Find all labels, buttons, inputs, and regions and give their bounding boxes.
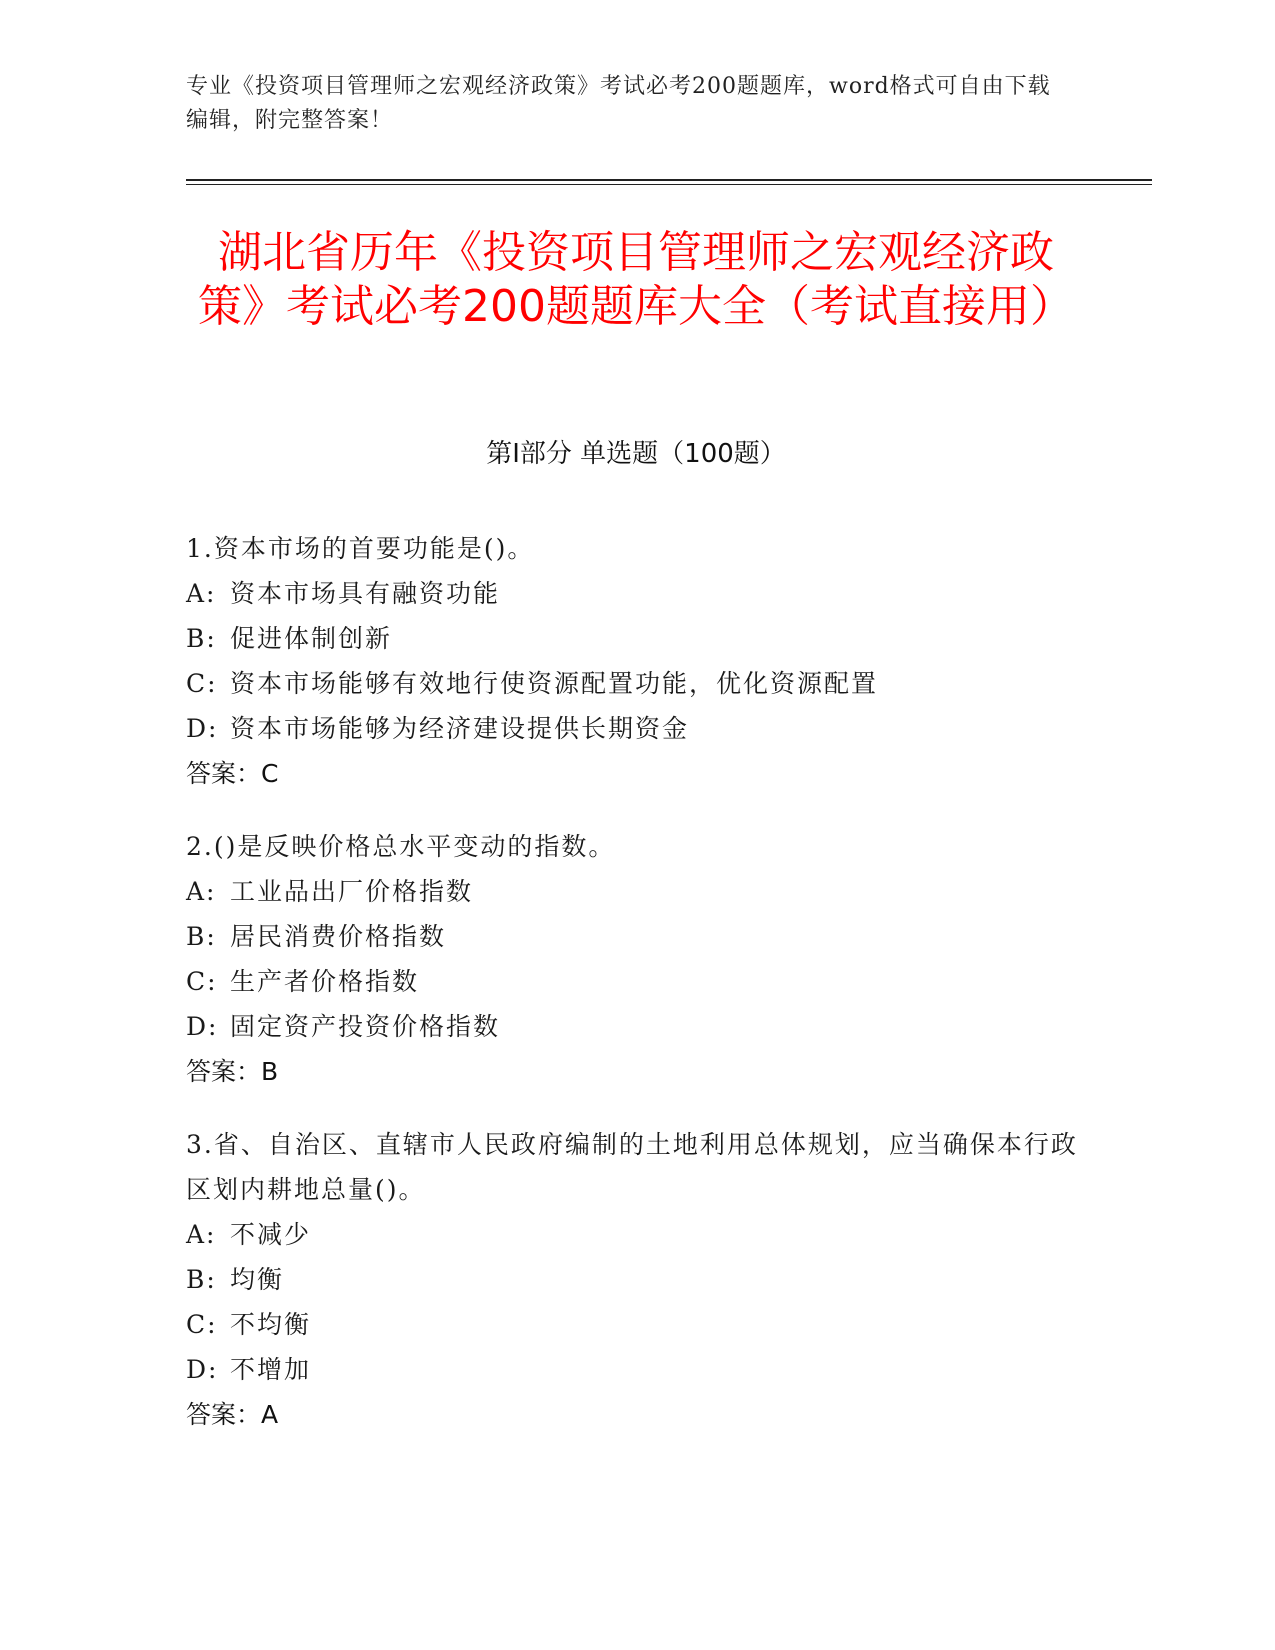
option-c xyxy=(186,1302,1086,1347)
option-key: B: xyxy=(186,922,217,951)
option-d xyxy=(186,1347,1086,1392)
option-text: 不增加 xyxy=(230,1355,312,1384)
option-b xyxy=(186,914,1086,959)
option-a xyxy=(186,869,1086,914)
option-text: 资本市场能够为经济建设提供长期资金 xyxy=(230,714,690,743)
section-title: 第I部分 单选题（100题） xyxy=(486,439,786,469)
question-1 xyxy=(186,526,1086,796)
option-c xyxy=(186,661,1086,706)
option-d xyxy=(186,706,1086,751)
option-text: 资本市场具有融资功能 xyxy=(230,579,501,608)
option-b xyxy=(186,616,1086,661)
option-text: 生产者价格指数 xyxy=(230,967,420,996)
answer: 答案：B xyxy=(186,1057,279,1086)
document-title: 湖北省历年《投资项目管理师之宏观经济政策》考试必考200题题库大全（考试直接用） xyxy=(198,227,1074,332)
question-stem: 3.省、自治区、直辖市人民政府编制的土地利用总体规划，应当确保本行政区划内耕地总量()。 xyxy=(186,1130,1078,1204)
option-a xyxy=(186,571,1086,616)
option-text: 均衡 xyxy=(230,1265,285,1294)
option-a xyxy=(186,1212,1086,1257)
option-key: B: xyxy=(186,1265,217,1294)
question-stem: 1.资本市场的首要功能是()。 xyxy=(186,534,535,563)
option-text: 固定资产投资价格指数 xyxy=(230,1012,501,1041)
option-text: 居民消费价格指数 xyxy=(230,922,447,951)
option-key: A: xyxy=(186,579,217,608)
header-rule-thick xyxy=(186,179,1152,181)
option-key: C: xyxy=(186,669,218,698)
option-key: B: xyxy=(186,624,217,653)
option-key: A: xyxy=(186,877,217,906)
option-key: C: xyxy=(186,967,218,996)
option-d xyxy=(186,1004,1086,1049)
header-rule-thin xyxy=(186,184,1152,185)
option-key: D: xyxy=(186,1355,219,1384)
option-text: 工业品出厂价格指数 xyxy=(230,877,474,906)
option-key: D: xyxy=(186,714,219,743)
option-key: C: xyxy=(186,1310,218,1339)
option-key: D: xyxy=(186,1012,219,1041)
answer: 答案：C xyxy=(186,759,279,788)
option-text: 资本市场能够有效地行使资源配置功能，优化资源配置 xyxy=(230,669,879,698)
question-list xyxy=(186,526,1086,1465)
option-b xyxy=(186,1257,1086,1302)
answer: 答案：A xyxy=(186,1400,279,1429)
option-key: A: xyxy=(186,1220,217,1249)
question-2 xyxy=(186,824,1086,1094)
option-text: 不均衡 xyxy=(230,1310,312,1339)
question-3 xyxy=(186,1122,1086,1437)
option-c xyxy=(186,959,1086,1004)
option-text: 不减少 xyxy=(230,1220,312,1249)
header-note: 专业《投资项目管理师之宏观经济政策》考试必考200题题库，word格式可自由下载编辑，附完整答案！ xyxy=(186,74,1051,133)
question-stem: 2.()是反映价格总水平变动的指数。 xyxy=(186,832,616,861)
option-text: 促进体制创新 xyxy=(230,624,393,653)
